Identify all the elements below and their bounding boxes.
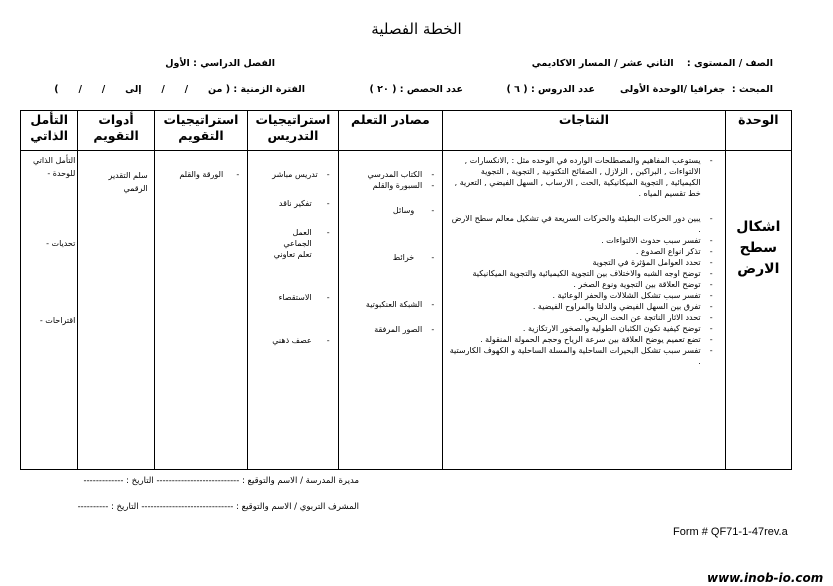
resource-item: - الكتاب المدرسي bbox=[343, 169, 437, 180]
outcome-item: - توضح العلاقة بين التجوية ونوع الصخر . bbox=[449, 279, 714, 290]
header-assessment-tools: أدوات التقويم bbox=[78, 111, 154, 151]
periods-field bbox=[370, 84, 464, 95]
assessment-tools-cell bbox=[78, 151, 154, 470]
grade-field bbox=[532, 58, 773, 69]
resources-list bbox=[343, 169, 437, 335]
reflection-unit: التأمل الذاتي للوحدة - bbox=[32, 156, 76, 178]
plan-table bbox=[20, 110, 792, 470]
outcome-item: - تفسر سبب تشكل الشلالات والحفر الوعائية . bbox=[449, 290, 714, 301]
timeframe-value: ( من / / إلى / / ) bbox=[54, 84, 231, 95]
subject-label: المبحث : bbox=[731, 84, 773, 95]
resource-item: - خرائط bbox=[343, 252, 437, 263]
page-title: الخطة الفصلية bbox=[371, 20, 462, 38]
assessment-strategy-item: - الورقة والقلم bbox=[159, 169, 241, 180]
lessons-field bbox=[507, 84, 596, 95]
resource-item: - وسائل bbox=[343, 205, 437, 216]
outcomes-cell bbox=[443, 151, 725, 470]
header-self-reflection: التأمل الذاتي bbox=[21, 111, 78, 151]
teaching-strategies-list bbox=[252, 169, 331, 346]
subject-value: جغرافيا /الوحدة الأولى bbox=[620, 84, 726, 95]
outcome-item: - تضع تعميم يوضح العلاقة بين سرعة الرياح وحجم الحمولة المنقولة . bbox=[449, 334, 714, 345]
grade-value: الثاني عشر / المسار الاكاديمي bbox=[531, 58, 674, 69]
outcome-item: - تفسر سبب حدوث الالتواءات . bbox=[449, 235, 714, 246]
resource-item: - الصور المرفقة bbox=[343, 324, 437, 335]
teaching-strategy-item: - العمل الجماعي تعلم تعاوني bbox=[272, 227, 332, 260]
assessment-strategies-list bbox=[159, 169, 241, 180]
form-number: Form # QF71-1-47rev.a bbox=[673, 526, 788, 538]
assessment-tool: سلم التقدير الرقمي bbox=[108, 171, 148, 193]
reflection-suggestions: اقتراحات - bbox=[39, 316, 76, 325]
unit-name: اشكال سطح الارض bbox=[736, 219, 781, 277]
outcome-item: - توضح كيفية تكون الكثبان الطولية والصخور الارتكازية . bbox=[449, 323, 714, 334]
resources-cell bbox=[338, 151, 443, 470]
periods-value: ( ٢٠ ) bbox=[369, 84, 397, 95]
semester-value: الأول bbox=[165, 58, 190, 69]
header-teaching-strategies: استراتيجيات التدريس bbox=[248, 111, 338, 151]
self-reflection-cell bbox=[21, 151, 78, 470]
resource-item: - السبورة والقلم bbox=[343, 180, 437, 191]
outcome-item: - تذكر انواع الصدوع . bbox=[449, 246, 714, 257]
teaching-strategy-item: - تفكير ناقد bbox=[252, 198, 331, 209]
resource-item: - الشبكة العنكبوتية bbox=[343, 299, 437, 310]
outcome-item: - تفرق بين السهل الفيضي والدلتا والمراوح الفيضية . bbox=[449, 301, 714, 312]
outcome-item: - يبين دور الحركات البطيئة والحركات السريعة في تشكيل معالم سطح الارض . bbox=[449, 213, 714, 235]
supervisor-signature-line: المشرف التربوي / الاسم والتوقيع : ------------------------------ التاريخ : ---------- bbox=[77, 502, 359, 512]
outcome-item: - تحدد الاثار الناتجة عن الحت الريحي . bbox=[449, 312, 714, 323]
header-unit: الوحدة bbox=[725, 111, 791, 151]
outcome-item: - يستوعب المفاهيم والمصطلحات الوارده في الوحده مثل : ,الانكسارات , الالتواءات , البراكين , الزلازل , الصفائح التكتونية , التجوية , التجوية الكيميائية , التجوية الميكانيكية ,الحت , الارساب , السهل الفيضي , التعرية , خط تقسيم المياه . bbox=[449, 155, 714, 199]
reflection-challenges: تحديات - bbox=[46, 239, 76, 248]
header-resources: مصادر التعلم bbox=[338, 111, 443, 151]
teaching-strategies-cell bbox=[248, 151, 338, 470]
outcome-item: - تفسر سبب تشكل البحيرات الساحلية والمسلة الساحلية و الكهوف الكارستية . bbox=[449, 345, 714, 367]
teaching-strategy-item: - تدريس مباشر bbox=[252, 169, 331, 180]
outcome-item: - تحدد العوامل المؤثرة في التجوية bbox=[449, 257, 714, 268]
lessons-label: عدد الدروس : bbox=[530, 84, 595, 95]
assessment-strategies-cell bbox=[154, 151, 247, 470]
grade-label: الصف / المستوى : bbox=[686, 58, 773, 69]
table-header-row bbox=[21, 111, 792, 151]
semester-label: الفصل الدراسي : bbox=[193, 58, 275, 69]
timeframe-label: الفترة الزمنية : bbox=[233, 84, 305, 95]
unit-cell bbox=[725, 151, 791, 470]
principal-signature-line: مديرة المدرسة / الاسم والتوقيع : --------------------------- التاريخ : ------------- bbox=[83, 476, 359, 486]
periods-label: عدد الحصص : bbox=[399, 84, 463, 95]
header-assessment-strategies: استراتيجيات التقويم bbox=[154, 111, 247, 151]
outcomes-list bbox=[449, 155, 714, 367]
teaching-strategy-item: - الاستقصاء bbox=[252, 292, 331, 303]
teaching-strategy-item: - عصف ذهني bbox=[252, 335, 331, 346]
subject-field bbox=[620, 84, 773, 95]
table-row bbox=[21, 151, 792, 470]
semester-field bbox=[165, 58, 275, 69]
lessons-value: ( ٦ ) bbox=[506, 84, 528, 95]
header-outcomes: النتاجات bbox=[443, 111, 725, 151]
timeframe-field bbox=[54, 84, 305, 95]
website-watermark: www.inob-io.com bbox=[707, 571, 824, 585]
outcome-item: - توضح اوجه الشبه والاختلاف بين التجوية الكيميائية والتجوية الميكانيكية bbox=[449, 268, 714, 279]
